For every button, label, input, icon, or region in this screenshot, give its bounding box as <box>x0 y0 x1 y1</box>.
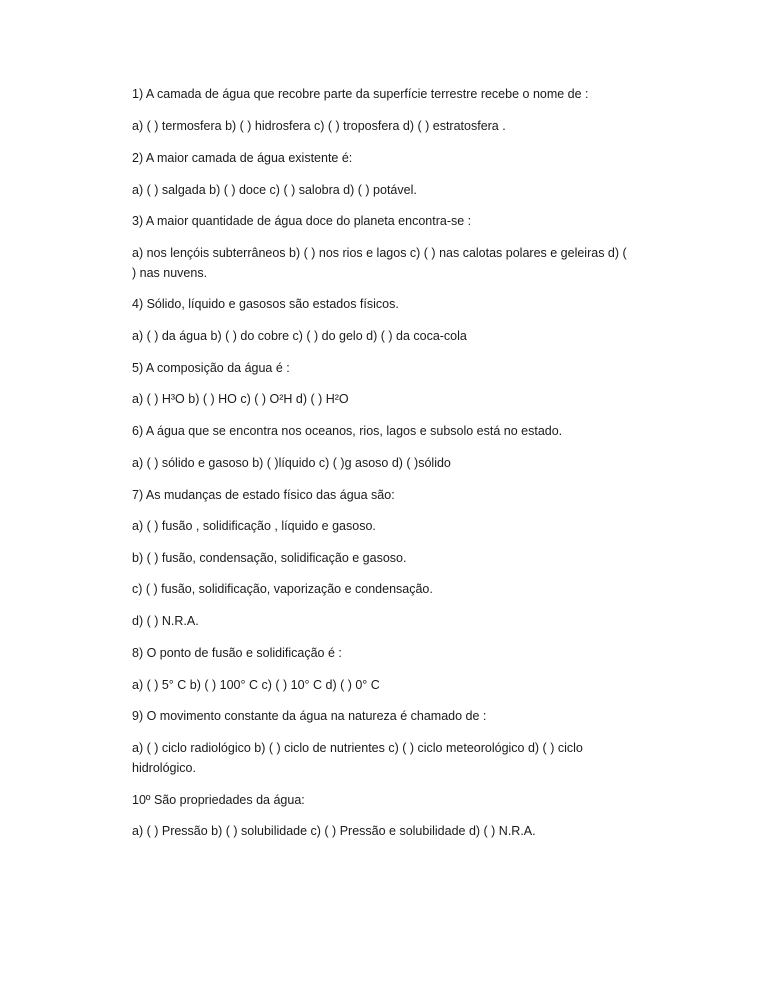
answer-option-7c: c) ( ) fusão, solidificação, vaporização e condensação. <box>132 582 433 596</box>
answer-options-1: a) ( ) termosfera b) ( ) hidrosfera c) ( ) troposfera d) ( ) estratosfera . <box>132 119 506 133</box>
question-2: 2) A maior camada de água existente é: <box>132 151 353 165</box>
answer-options-3: a) nos lençóis subterrâneos b) ( ) nos rios e lagos c) ( ) nas calotas polares e geleiras d) ( ) nas nuvens. <box>132 246 627 280</box>
question-10: 10º São propriedades da água: <box>132 793 305 807</box>
question-3: 3) A maior quantidade de água doce do planeta encontra-se : <box>132 214 472 228</box>
answer-option-7b: b) ( ) fusão, condensação, solidificação e gasoso. <box>132 551 407 565</box>
answer-options-6: a) ( ) sólido e gasoso b) ( )líquido c) ( )g asoso d) ( )sólido <box>132 456 451 470</box>
question-9: 9) O movimento constante da água na natureza é chamado de : <box>132 709 487 723</box>
question-8: 8) O ponto de fusão e solidificação é : <box>132 646 342 660</box>
answer-option-7d: d) ( ) N.R.A. <box>132 614 199 628</box>
question-5: 5) A composição da água é : <box>132 361 290 375</box>
answer-options-10: a) ( ) Pressão b) ( ) solubilidade c) ( ) Pressão e solubilidade d) ( ) N.R.A. <box>132 824 536 838</box>
question-4: 4) Sólido, líquido e gasosos são estados físicos. <box>132 297 399 311</box>
question-1: 1) A camada de água que recobre parte da superfície terrestre recebe o nome de : <box>132 87 589 101</box>
answer-options-2: a) ( ) salgada b) ( ) doce c) ( ) salobra d) ( ) potável. <box>132 183 417 197</box>
answer-option-7a: a) ( ) fusão , solidificação , líquido e gasoso. <box>132 519 376 533</box>
answer-options-9: a) ( ) ciclo radiológico b) ( ) ciclo de nutrientes c) ( ) ciclo meteorológico d) ( ) ciclo hidrológico. <box>132 741 583 775</box>
answer-options-5: a) ( ) H³O b) ( ) HO c) ( ) O²H d) ( ) H²O <box>132 392 349 406</box>
answer-options-4: a) ( ) da água b) ( ) do cobre c) ( ) do gelo d) ( ) da coca-cola <box>132 329 467 343</box>
question-7: 7) As mudanças de estado físico das água são: <box>132 488 395 502</box>
question-6: 6) A água que se encontra nos oceanos, rios, lagos e subsolo está no estado. <box>132 424 563 438</box>
answer-options-8: a) ( ) 5° C b) ( ) 100° C c) ( ) 10° C d) ( ) 0° C <box>132 678 380 692</box>
